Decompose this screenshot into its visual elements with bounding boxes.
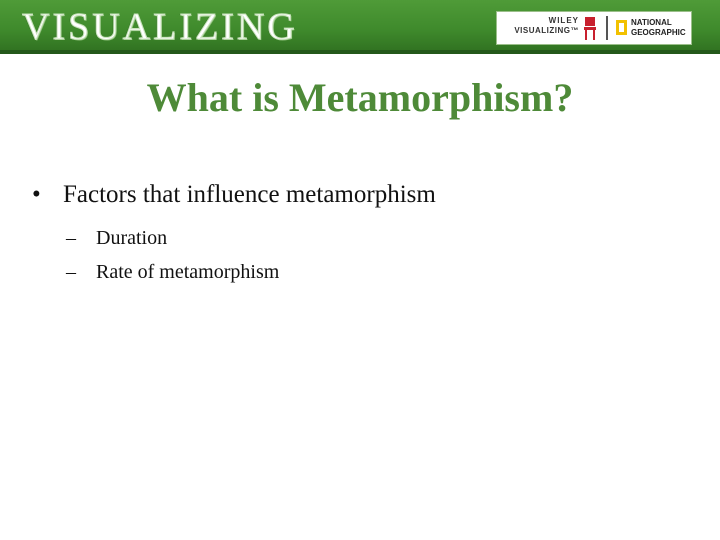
- national-geographic-rectangle-icon: [616, 20, 627, 35]
- sub-bullet-marker: –: [66, 261, 76, 283]
- ng-label-line2: GEOGRAPHIC: [631, 28, 686, 37]
- wiley-label: WILEY: [548, 16, 579, 25]
- bullet-marker: •: [32, 181, 41, 208]
- bullet-text: Factors that influence metamorphism: [63, 181, 436, 208]
- visualizing-label: VISUALIZING™: [514, 26, 579, 35]
- banner-bottom-rule: [0, 50, 720, 54]
- sub-bullet-item: [66, 221, 630, 255]
- chair-icon: [582, 15, 598, 41]
- sub-bullet-marker: –: [66, 227, 76, 249]
- logo-divider: [606, 16, 608, 40]
- sub-bullet-item: [66, 255, 630, 289]
- ng-label-line1: NATIONAL: [631, 18, 672, 27]
- header-banner: [0, 0, 720, 54]
- banner-title: VISUALIZING: [22, 6, 298, 48]
- national-geographic-logo: [631, 18, 686, 38]
- wiley-visualizing-logo: [503, 16, 579, 36]
- sub-bullet-text: Rate of metamorphism: [96, 261, 280, 283]
- sub-bullet-list: [30, 221, 630, 289]
- slide-body: [30, 178, 630, 289]
- bullet-item: [30, 178, 630, 211]
- sub-bullet-text: Duration: [96, 227, 168, 249]
- slide-title: What is Metamorphism?: [146, 75, 574, 120]
- publisher-logo: [496, 11, 692, 45]
